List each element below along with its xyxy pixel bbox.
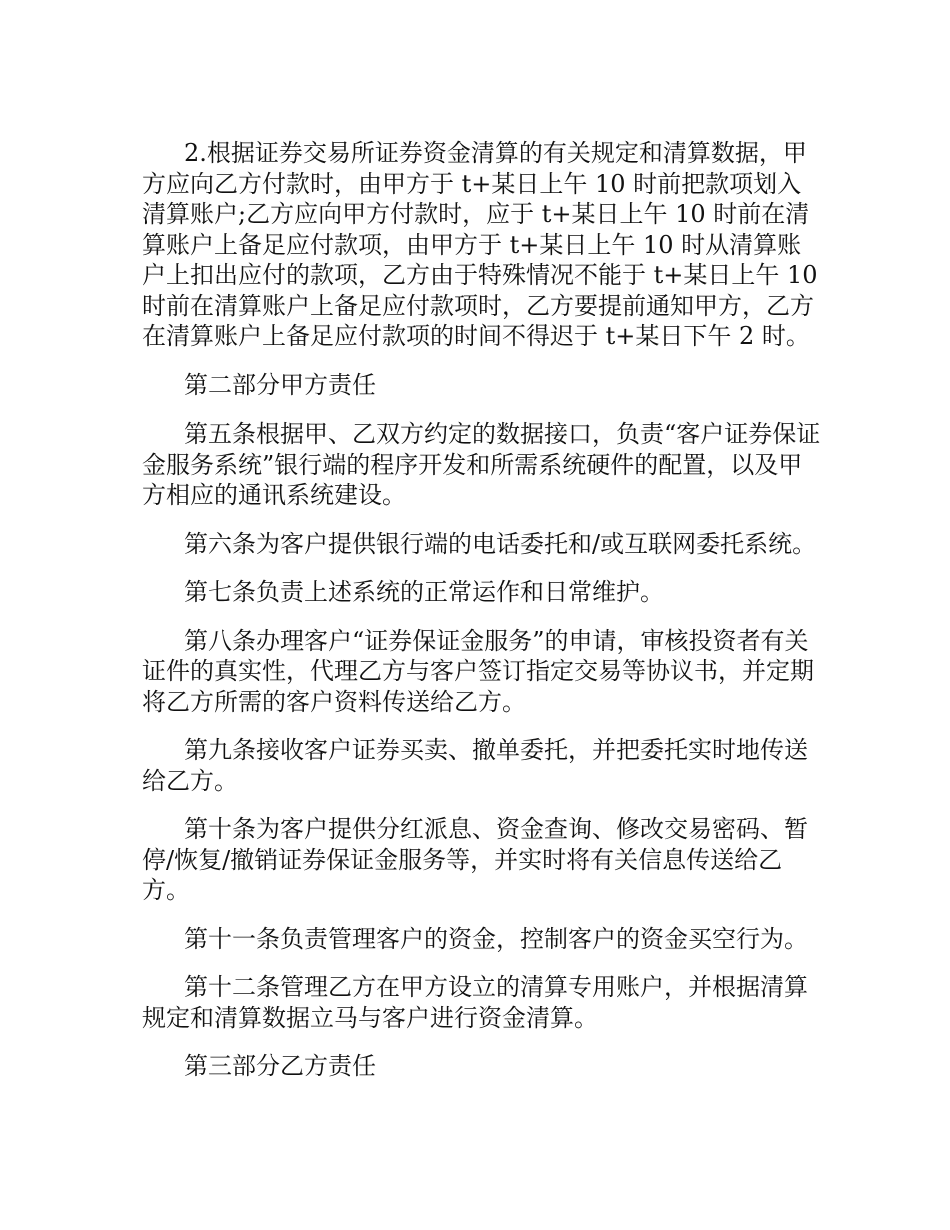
section-heading-party-b-duties: 第三部分乙方责任 — [184, 1052, 376, 1080]
article-10: 第十条为客户提供分红派息、资金查询、修改交易密码、暂停/恢复/撤销证券保证金服务等，并实时将有关信息传送给乙方。 — [142, 815, 808, 904]
article-5: 第五条根据甲、乙双方约定的数据接口，负责“客户证券保证金服务系统”银行端的程序开发和所需系统硬件的配置，以及甲方相应的通讯系统建设。 — [142, 420, 821, 509]
article-12: 第十二条管理乙方在甲方设立的清算专用账户，并根据清算规定和清算数据立马与客户进行资金清算。 — [142, 973, 808, 1032]
article-11: 第十一条负责管理客户的资金，控制客户的资金买空行为。 — [184, 924, 808, 953]
paragraph-clearing-payment: 2.根据证券交易所证券资金清算的有关规定和清算数据，甲方应向乙方付款时，由甲方于 t+某日上午 10 时前把款项划入清算账户;乙方应向甲方付款时，应于 t+某日上午 10 时前在清算账户上备足应付款项，由甲方于 t+某日上午 10 时从清算账户上扣出应付的款项，乙方由于特殊情况不能于 t+某日上午 10 时前在清算账户上备足应付款项时，乙方要提前通知甲方，乙方在清算账户上备足应付款项的时间不得迟于 t+某日下午 2 时。 — [142, 139, 818, 350]
article-6: 第六条为客户提供银行端的电话委托和/或互联网委托系统。 — [184, 529, 817, 558]
article-9: 第九条接收客户证券买卖、撤单委托，并把委托实时地传送给乙方。 — [142, 736, 808, 795]
document-body — [142, 138, 822, 1101]
article-7: 第七条负责上述系统的正常运作和日常维护。 — [184, 578, 664, 606]
section-heading-party-a-duties: 第二部分甲方责任 — [184, 370, 376, 399]
article-8: 第八条办理客户“证券保证金服务”的申请，审核投资者有关证件的真实性，代理乙方与客户签订指定交易等协议书，并定期将乙方所需的客户资料传送给乙方。 — [142, 626, 814, 716]
